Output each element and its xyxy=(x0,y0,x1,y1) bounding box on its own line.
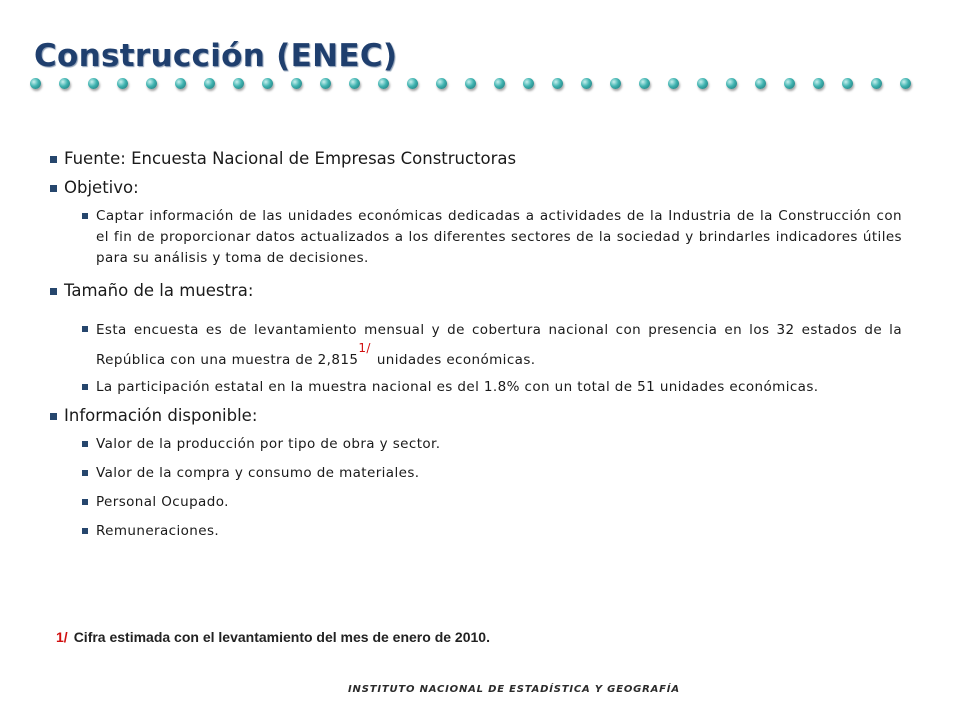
bullet-informacion xyxy=(50,405,902,427)
list-item xyxy=(50,463,902,484)
square-bullet-icon xyxy=(50,185,57,192)
institute-logo-text: INSTITUTO NACIONAL DE ESTADÍSTICA Y GEOGRAFÍA xyxy=(348,684,680,695)
square-bullet-icon xyxy=(82,441,88,447)
square-bullet-icon xyxy=(50,288,57,295)
footnote xyxy=(56,629,490,645)
list-item xyxy=(50,492,902,513)
square-bullet-icon xyxy=(82,528,88,534)
footnote-reference: 1/ xyxy=(358,341,371,355)
square-bullet-icon xyxy=(82,326,88,332)
footnote-mark: 1/ xyxy=(56,629,68,645)
tamano-item-1 xyxy=(50,315,902,375)
objetivo-item xyxy=(50,206,902,269)
square-bullet-icon xyxy=(50,413,57,420)
informacion-item-text: Valor de la producción por tipo de obra y sector. xyxy=(96,436,441,452)
tamano-heading: Tamaño de la muestra: xyxy=(64,281,254,300)
tamano-item-1-text: Esta encuesta es de levantamiento mensual y de cobertura nacional con presencia en los 32 estados de la República con una muestra de 2,815 xyxy=(96,322,902,368)
tamano-item-2 xyxy=(50,377,902,398)
square-bullet-icon xyxy=(82,499,88,505)
decorative-dot-row xyxy=(30,78,930,98)
tamano-item-1-suffix: unidades económicas. xyxy=(376,352,536,368)
bullet-tamano xyxy=(50,280,902,302)
square-bullet-icon xyxy=(82,384,88,390)
informacion-item-text: Valor de la compra y consumo de materiales. xyxy=(96,465,420,481)
tamano-item-2-text: La participación estatal en la muestra nacional es del 1.8% con un total de 51 unidades económicas. xyxy=(96,379,819,395)
page-title: Construcción (ENEC) xyxy=(34,38,398,74)
objetivo-heading: Objetivo: xyxy=(64,178,139,197)
content-body xyxy=(50,148,902,550)
informacion-item-text: Personal Ocupado. xyxy=(96,494,229,510)
square-bullet-icon xyxy=(50,156,57,163)
square-bullet-icon xyxy=(82,470,88,476)
bullet-fuente xyxy=(50,148,902,170)
list-item xyxy=(50,521,902,542)
fuente-text: Fuente: Encuesta Nacional de Empresas Constructoras xyxy=(64,149,517,168)
footnote-text: Cifra estimada con el levantamiento del mes de enero de 2010. xyxy=(73,629,490,645)
list-item xyxy=(50,434,902,455)
informacion-heading: Información disponible: xyxy=(64,406,258,425)
bullet-objetivo xyxy=(50,177,902,199)
square-bullet-icon xyxy=(82,213,88,219)
informacion-item-text: Remuneraciones. xyxy=(96,523,220,539)
objetivo-item-text: Captar información de las unidades económicas dedicadas a actividades de la Industria de la Construcción con el fin de proporcionar datos actualizados a los diferentes sectores de la sociedad y brindarles indicadores útiles para su análisis y toma de decisiones. xyxy=(96,208,902,266)
